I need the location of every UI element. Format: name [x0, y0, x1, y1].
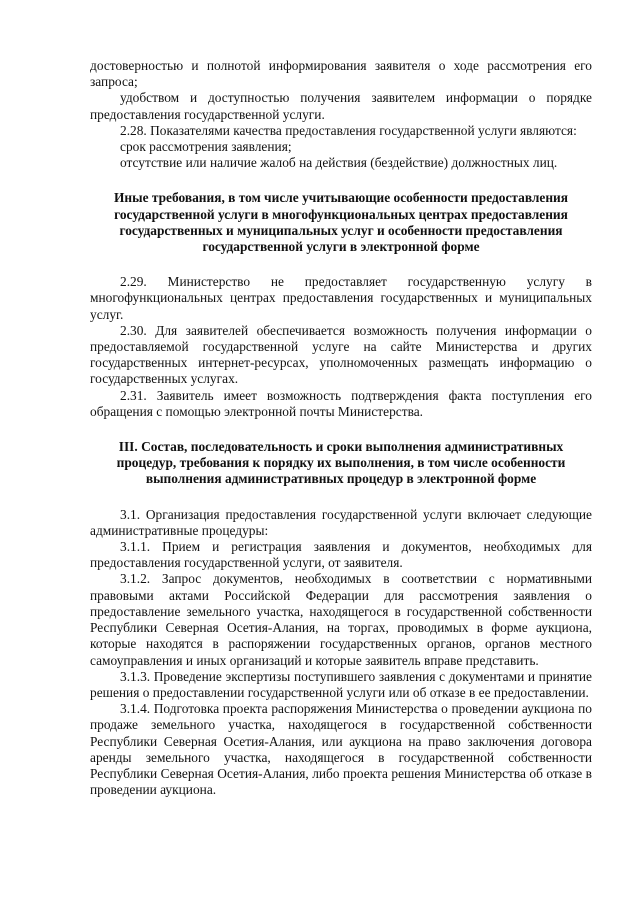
paragraph: срок рассмотрения заявления;: [120, 139, 292, 155]
paragraph-continuation: достоверностью и полнотой информирования заявителя о ходе рассмотрения его запроса;: [90, 58, 592, 90]
paragraph-3-1-2: 3.1.2. Запрос документов, необходимых в соответствии с нормативными правовыми актами Российской Федерации для рассмотрения заявления о предоставление земельного участка, находящегося в государственной собственности Республики Северная Осетия-Алания, на торгах, проводимых в форме аукциона, которые находятся в распоряжении государственных органов, органов местного самоуправления и иных организаций и которые заявитель вправе представить.: [90, 571, 592, 668]
paragraph-2-31: 2.31. Заявитель имеет возможность подтверждения факта поступления его обращения с помощью электронной почты Министерства.: [90, 387, 592, 419]
chapter-heading: III. Состав, последовательность и сроки выполнения административных процедур, требования к порядку их выполнения, в том числе особенности выполнения административных процедур в электронной форме: [116, 439, 566, 487]
paragraph-3-1: 3.1. Организация предоставления государственной услуги включает следующие административные процедуры:: [90, 506, 592, 538]
paragraph: удобством и доступностью получения заявителем информации о порядке предоставления государственной услуги.: [90, 90, 592, 122]
paragraph-3-1-1: 3.1.1. Прием и регистрация заявления и документов, необходимых для предоставления государственной услуги, от заявителя.: [90, 539, 592, 571]
section-heading: Иные требования, в том числе учитывающие особенности предоставления государственной услуги в многофункциональных центрах предоставления государственных и муниципальных услуг и особенности предоставления государственной услуги в электронной форме: [113, 190, 569, 255]
paragraph-3-1-3: 3.1.3. Проведение экспертизы поступившего заявления с документами и принятие решения о предоставлении государственной услуги или об отказе в ее предоставлении.: [90, 668, 592, 700]
paragraph-2-30: 2.30. Для заявителей обеспечивается возможность получения информации о предоставляемой государственной услуге на сайте Министерства и других государственных интернет-ресурсах, уполномоченных размещать информацию о государственных услугах.: [90, 322, 592, 387]
paragraph-2-28: 2.28. Показателями качества предоставления государственной услуги являются:: [120, 122, 577, 138]
paragraph: отсутствие или наличие жалоб на действия (бездействие) должностных лиц.: [120, 155, 558, 171]
paragraph-2-29: 2.29. Министерство не предоставляет государственную услугу в многофункциональных центрах предоставления государственных и муниципальных услуг.: [90, 274, 592, 322]
paragraph-3-1-4: 3.1.4. Подготовка проекта распоряжения Министерства о проведении аукциона по продаже земельного участка, находящегося в государственной собственности Республики Северная Осетия-Алания, или аукциона на право заключения договора аренды земельного участка, находящегося в государственной собственности Республики Северная Осетия-Алания, либо проекта решения Министерства об отказе в проведении аукциона.: [90, 701, 592, 798]
